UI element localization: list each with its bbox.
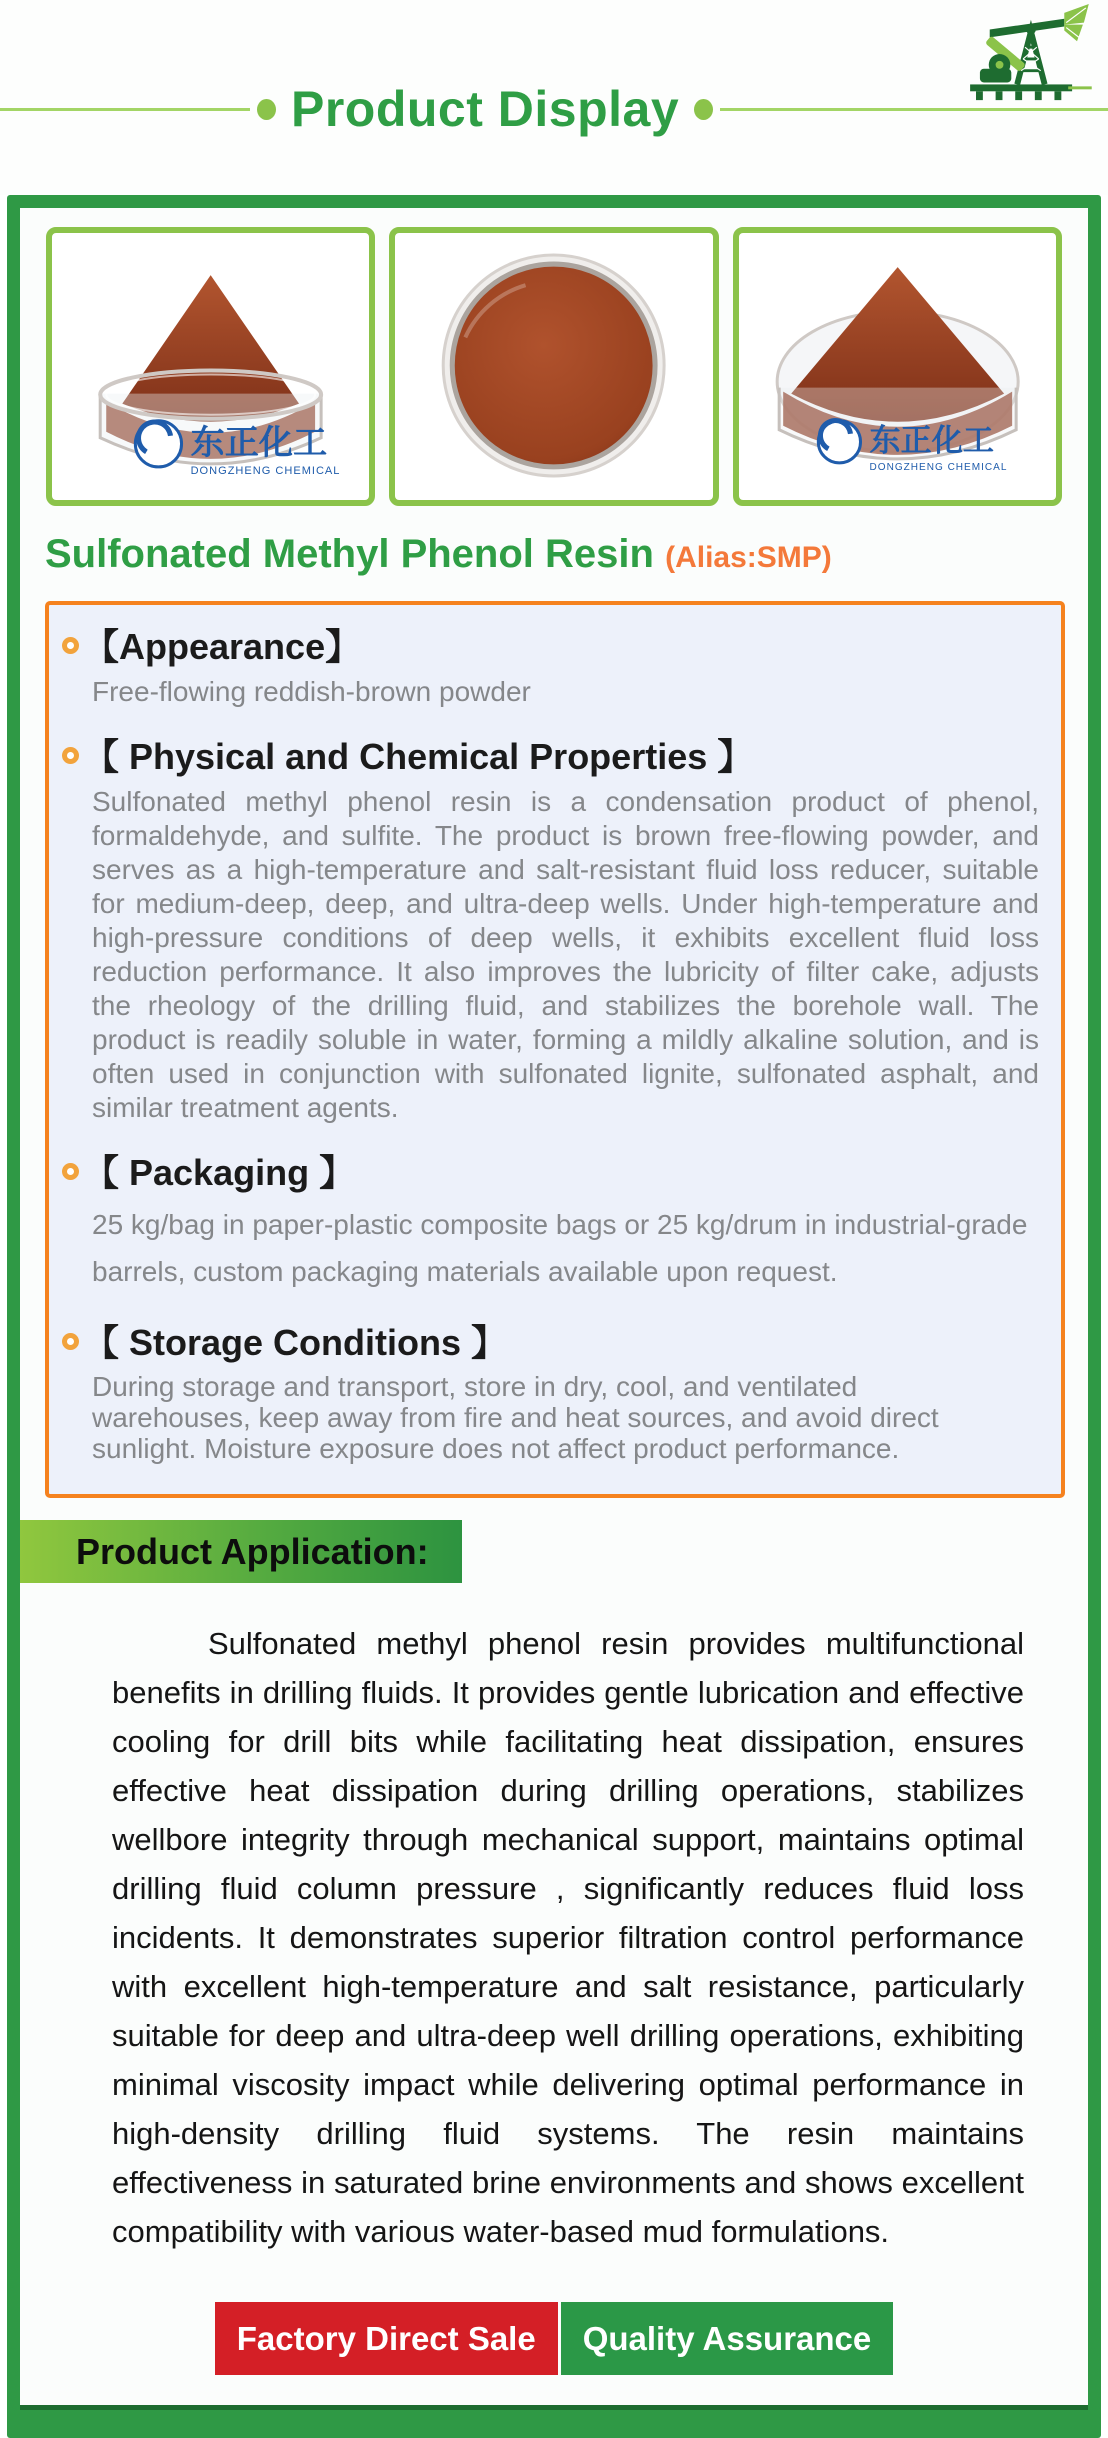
spec-panel — [45, 601, 1065, 1498]
spec-heading: 【 Storage Conditions 】 — [83, 1322, 508, 1363]
powder-top-image — [395, 233, 712, 500]
product-image-top-view[interactable] — [389, 227, 718, 506]
bullet-dot-icon — [62, 747, 79, 764]
product-application-label: Product Application: — [20, 1520, 462, 1583]
oil-pumpjack-icon — [962, 4, 1092, 106]
product-application-text: Sulfonated methyl phenol resin provides multifunctional benefits in drilling fluids. It provides gentle lubrication and effective cooling for drill bits while facilitating heat dissipation, ensures effective heat dissipation during drilling operations, stabilizes wellbore integrity through mechanical support, maintains optimal drilling fluid column pressure , significantly reduces fluid loss incidents. It demonstrates superior filtration control performance with excellent high-temperature and salt resistance, particularly suitable for deep and ultra-deep well drilling operations, exhibiting minimal viscosity impact while delivering optimal performance in high-density drilling fluid systems. The resin maintains effectiveness in saturated brine environments and shows excellent compatibility with various water-based mud formulations. — [112, 1626, 1024, 2249]
spec-heading: 【 Physical and Chemical Properties 】 — [83, 736, 754, 777]
spec-section-properties — [62, 735, 1041, 779]
product-image-side-view[interactable] — [46, 227, 375, 506]
quality-assurance-badge[interactable]: Quality Assurance — [561, 2302, 894, 2375]
header-title-row — [0, 78, 1108, 140]
logo-text-cn: 东正化工 — [869, 422, 994, 458]
spec-body-properties: Sulfonated methyl phenol resin is a condensation product of phenol, formaldehyde, and sulfite. The product is brown free-flowing powder, and serves as a high-temperature and salt-resistant fluid loss reducer, suitable for medium-deep, deep, and ultra-deep wells. Under high-temperature and high-pressure conditions of deep wells, it exhibits excellent fluid loss reduction performance. It also improves the lubricity of filter cake, adjusts the rheology of the drilling fluid, and stabilizes the borehole wall. The product is readily soluble in water, forming a mildly alkaline solution, and is often used in conjunction with sulfonated lignite, sulfonated asphalt, and similar treatment agents. — [92, 786, 1039, 1123]
logo-text-en: DONGZHENG CHEMICAL — [869, 461, 1008, 473]
spec-section-storage — [62, 1321, 1041, 1365]
product-image-gallery — [20, 227, 1088, 506]
page-title: Product Display — [291, 81, 680, 137]
panel-inner — [20, 208, 1088, 2410]
bullet-dot-icon — [62, 1333, 79, 1350]
header-dot-right — [694, 99, 713, 120]
bullet-dot-icon — [62, 1163, 79, 1180]
powder-dish-side-image — [52, 233, 369, 500]
badge-row — [20, 2302, 1088, 2375]
logo-text-cn: 东正化工 — [190, 423, 328, 462]
product-image-front-view[interactable] — [733, 227, 1062, 506]
spec-section-packaging — [62, 1151, 1041, 1195]
spec-heading: 【 Packaging 】 — [83, 1152, 356, 1193]
factory-direct-sale-badge[interactable]: Factory Direct Sale — [215, 2302, 558, 2375]
spec-body-storage: During storage and transport, store in dry, cool, and ventilated warehouses, keep away from fire and heat sources, and avoid direct sunlight. Moisture exposure does not affect product performance. — [92, 1371, 939, 1464]
bullet-dot-icon — [62, 637, 79, 654]
header-dot-left — [257, 99, 276, 120]
spec-heading: 【Appearance】 — [83, 626, 362, 667]
page-header — [0, 0, 1108, 195]
powder-dish-front-image — [739, 233, 1056, 500]
spec-section-appearance — [62, 625, 1041, 669]
header-line-left — [0, 108, 250, 111]
product-name: Sulfonated Methyl Phenol Resin — [45, 532, 654, 576]
product-name-heading — [45, 530, 1068, 582]
product-display-panel — [7, 195, 1101, 2438]
logo-text-en: DONGZHENG CHEMICAL — [190, 464, 341, 477]
header-line-right — [720, 108, 1108, 111]
spec-body-appearance: Free-flowing reddish-brown powder — [92, 676, 531, 707]
product-alias: (Alias:SMP) — [665, 541, 832, 574]
spec-body-packaging: 25 kg/bag in paper-plastic composite bags or 25 kg/drum in industrial-grade barrels, custom packaging materials available upon request. — [92, 1209, 1028, 1287]
